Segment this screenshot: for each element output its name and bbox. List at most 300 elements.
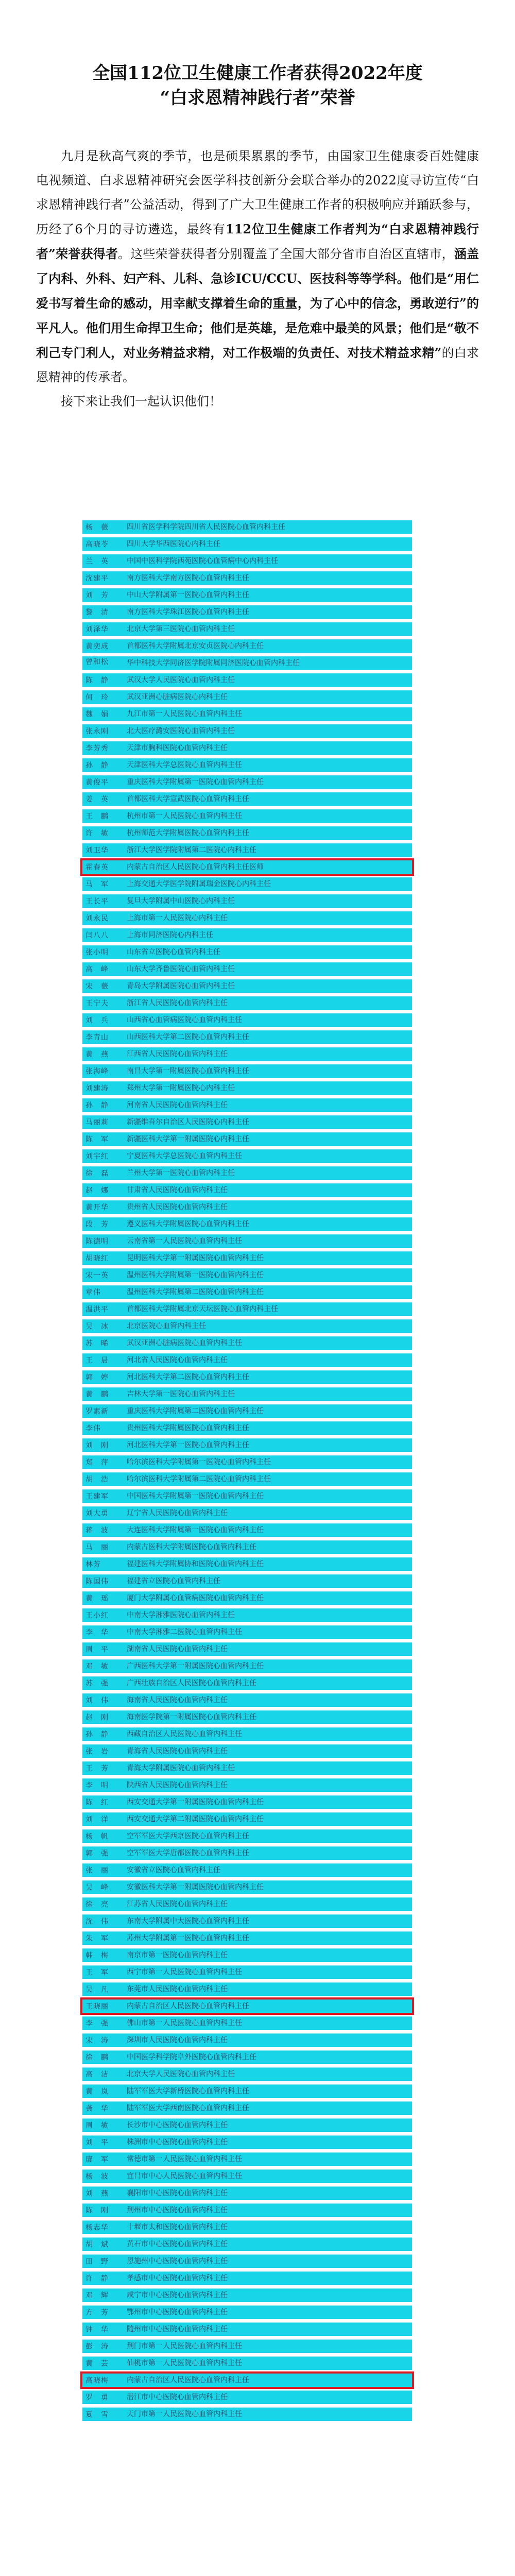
honoree-unit: 华中科技大学同济医学院附属同济医院心血管内科主任 xyxy=(127,659,300,667)
honoree-unit: 东南大学附属中大医院心血管内科主任 xyxy=(127,1917,249,1925)
honoree-name: 吴 凡 xyxy=(85,1986,109,1994)
honoree-unit: 中国医学科学院阜外医院心血管内科主任 xyxy=(127,2053,256,2061)
honoree-name: 黄 瑶 xyxy=(85,1595,109,1603)
honoree-row xyxy=(82,928,412,942)
honoree-row xyxy=(82,1251,412,1265)
honoree-unit: 广西壮族自治区人民医院心血管内科主任 xyxy=(127,1679,256,1687)
honoree-row xyxy=(82,1421,412,1435)
honoree-unit: 青海省人民医院心血管内科主任 xyxy=(127,1747,228,1755)
honoree-name: 黄开华 xyxy=(85,1204,109,1212)
honoree-name: 沈 伟 xyxy=(85,1918,109,1926)
intro-emphasis: 112位卫生健康工作者判为“白求恩精神践行者”荣誉获得者 xyxy=(36,222,479,261)
honoree-row xyxy=(82,1234,412,1248)
honoree-name: 邓 敏 xyxy=(85,1663,109,1671)
honoree-unit: 孝感市中心医院心血管内科主任 xyxy=(127,2274,228,2282)
honoree-name: 廖 军 xyxy=(85,2156,109,2164)
honoree-row xyxy=(82,1489,412,1503)
honoree-unit: 吉林大学第一医院心血管内科主任 xyxy=(127,1390,235,1398)
honoree-row xyxy=(82,2340,412,2353)
intro-text: 的白求恩精神的传承者。 xyxy=(36,346,479,384)
honoree-unit: 四川大学华西医院心内科主任 xyxy=(127,540,220,548)
honoree-unit: 随州市中心医院心血管内科主任 xyxy=(127,2325,228,2333)
honoree-row xyxy=(82,826,412,840)
honoree-name: 胡 斌 xyxy=(85,2241,109,2249)
honoree-row xyxy=(82,2289,412,2302)
honoree-row xyxy=(82,1200,412,1214)
honoree-name: 沈建平 xyxy=(85,574,109,583)
honoree-row xyxy=(82,2153,412,2166)
honoree-row xyxy=(82,1336,412,1350)
honoree-name: 陈国伟 xyxy=(85,1578,109,1586)
honoree-unit: 苏州大学附属第一医院心血管内科主任 xyxy=(127,1934,249,1942)
honoree-row xyxy=(82,2119,412,2132)
honoree-row xyxy=(82,945,412,959)
honoree-unit: 株洲市中心医院心血管内科主任 xyxy=(127,2138,228,2146)
honoree-row xyxy=(82,537,412,551)
honoree-unit: 河北省人民医院心血管内科主任 xyxy=(127,1356,228,1364)
honoree-unit: 重庆医科大学附属第二医院心血管内科主任 xyxy=(127,1407,264,1415)
honoree-name: 吴 冰 xyxy=(85,1323,109,1331)
article-intro xyxy=(36,144,479,414)
honoree-name: 朱 军 xyxy=(85,1935,109,1943)
honoree-name: 宋 薇 xyxy=(85,982,109,991)
honoree-row xyxy=(82,1030,412,1044)
honoree-name: 赵 娜 xyxy=(85,1187,109,1195)
honoree-unit: 南昌大学第一附属医院心血管内科主任 xyxy=(127,1067,249,1075)
honoree-unit: 西藏自治区人民医院心血管内科主任 xyxy=(127,1730,242,1738)
honoree-row xyxy=(82,1319,412,1333)
honoree-unit: 天津市胸科医院心血管内科主任 xyxy=(127,744,228,752)
honoree-row xyxy=(82,1557,412,1571)
honoree-name: 刘卫华 xyxy=(85,846,109,855)
honoree-unit: 佛山市第一人民医院心血管内科主任 xyxy=(127,2019,242,2027)
honoree-name: 霍春英 xyxy=(85,863,109,872)
honoree-row xyxy=(82,2084,412,2098)
honoree-row xyxy=(82,758,412,772)
honoree-name: 魏 娟 xyxy=(85,710,109,719)
honoree-row xyxy=(82,2357,412,2370)
honoree-name: 何 玲 xyxy=(85,693,109,702)
honoree-unit: 北京医院心血管内科主任 xyxy=(127,1322,206,1330)
honoree-unit: 西宁市第一人民医院心血管内科主任 xyxy=(127,1968,242,1976)
honoree-row xyxy=(82,1149,412,1163)
honoree-name: 曾和松 xyxy=(85,658,109,666)
honoree-name: 杨 薇 xyxy=(85,523,109,532)
honoree-row xyxy=(82,1659,412,1673)
honoree-unit: 陕西省人民医院心血管内科主任 xyxy=(127,1781,228,1789)
honoree-unit: 福建省立医院心血管内科主任 xyxy=(127,1577,220,1585)
honoree-name: 黄 燕 xyxy=(85,1050,109,1059)
honoree-unit: 北京大学第三医院心血管内科主任 xyxy=(127,625,235,633)
honoree-name: 刘 伟 xyxy=(85,1697,109,1705)
honoree-name: 李伟 xyxy=(85,1425,101,1433)
honoree-row xyxy=(82,1013,412,1027)
honoree-unit: 四川省医学科学院四川省人民医院心血管内科主任 xyxy=(127,523,285,531)
honoree-row xyxy=(82,962,412,976)
honoree-name: 苏 晞 xyxy=(85,1340,109,1348)
honoree-name: 龚 华 xyxy=(85,2105,109,2113)
honoree-unit: 遵义医科大学附属医院心血管内科主任 xyxy=(127,1220,249,1228)
honoree-row xyxy=(82,673,412,687)
honoree-name: 黄 芸 xyxy=(85,2360,109,2368)
honoree-row xyxy=(82,1676,412,1690)
honoree-unit: 首都医科大学附属北京安贞医院心内科主任 xyxy=(127,642,264,650)
honoree-row xyxy=(82,1863,412,1877)
honoree-name: 黄奕成 xyxy=(85,642,109,651)
honoree-unit: 云南省第一人民医院心血管内科主任 xyxy=(127,1237,242,1245)
honoree-name: 刘泽华 xyxy=(85,625,109,634)
honoree-roster xyxy=(82,520,412,2425)
honoree-unit: 中南大学湘雅医院心血管内科主任 xyxy=(127,1611,235,1619)
honoree-unit: 贵州医科大学附属医院心血管内科主任 xyxy=(127,1424,249,1432)
honoree-row xyxy=(82,1897,412,1911)
honoree-name: 王 芳 xyxy=(85,1765,109,1773)
honoree-unit: 宜昌市中心人民医院心血管内科主任 xyxy=(127,2172,242,2180)
honoree-name: 刘 平 xyxy=(85,2139,109,2147)
honoree-unit: 湖南省人民医院心血管内科主任 xyxy=(127,1645,228,1653)
honoree-unit: 兰州大学第一医院心血管内科主任 xyxy=(127,1169,235,1177)
honoree-unit: 鄂州市中心医院心血管内科主任 xyxy=(127,2308,228,2316)
honoree-unit: 上海市同济医院心内科主任 xyxy=(127,931,213,939)
honoree-unit: 辽宁省人民医院心血管内科主任 xyxy=(127,1509,228,1517)
honoree-row xyxy=(82,996,412,1010)
honoree-name: 刘建涛 xyxy=(85,1084,109,1093)
honoree-unit: 北京大学人民医院心血管内科主任 xyxy=(127,2070,235,2078)
honoree-unit: 空军军医大学西京医院心血管内科主任 xyxy=(127,1832,249,1840)
honoree-name: 张海峰 xyxy=(85,1067,109,1076)
honoree-unit: 中南大学湘雅二医院心血管内科主任 xyxy=(127,1628,242,1636)
honoree-name: 王建军 xyxy=(85,1493,109,1501)
honoree-unit: 南京市第一医院心血管内科主任 xyxy=(127,1951,228,1959)
honoree-name: 张小明 xyxy=(85,948,109,957)
honoree-unit: 新疆维吾尔自治区人民医院心内科主任 xyxy=(127,1118,249,1126)
honoree-name: 杨 波 xyxy=(85,2173,109,2181)
honoree-name: 刘 刚 xyxy=(85,1442,109,1450)
honoree-row xyxy=(82,843,412,857)
honoree-unit: 内蒙古自治区人民医院心血管内科主任 xyxy=(127,2376,249,2384)
honoree-unit: 仙桃市第一人民医院心血管内科主任 xyxy=(127,2359,242,2367)
honoree-row xyxy=(82,1727,412,1741)
honoree-row xyxy=(82,2102,412,2115)
honoree-name: 胡 浩 xyxy=(85,1476,109,1484)
honoree-name: 刘永民 xyxy=(85,914,109,923)
honoree-name: 高 洁 xyxy=(85,2071,109,2079)
honoree-name: 高晓梅 xyxy=(85,2377,109,2385)
honoree-name: 林芳 xyxy=(85,1561,101,1569)
honoree-name: 孙 静 xyxy=(85,1731,109,1739)
honoree-row xyxy=(82,724,412,738)
honoree-name: 赵 刚 xyxy=(85,1714,109,1722)
honoree-name: 兰 英 xyxy=(85,557,109,566)
honoree-row xyxy=(82,1931,412,1945)
honoree-unit: 青岛大学附属医院心血管内科主任 xyxy=(127,982,235,990)
honoree-row xyxy=(82,1574,412,1588)
honoree-row xyxy=(82,741,412,755)
honoree-unit: 山东省立医院心血管内科主任 xyxy=(127,948,220,956)
honoree-row xyxy=(82,1115,412,1129)
honoree-unit: 山西医科大学第二医院心血管内科主任 xyxy=(127,1033,249,1041)
honoree-row xyxy=(82,1710,412,1724)
honoree-row xyxy=(82,707,412,721)
honoree-unit: 中国中医科学院西苑医院心血管病中心内科主任 xyxy=(127,557,278,565)
honoree-name: 温洪平 xyxy=(85,1306,109,1314)
honoree-unit: 江苏省人民医院心血管内科主任 xyxy=(127,1900,228,1908)
honoree-row xyxy=(82,1217,412,1231)
honoree-unit: 哈尔滨医科大学附属第一医院心血管内科主任 xyxy=(127,1458,271,1466)
honoree-row xyxy=(82,1914,412,1928)
honoree-row xyxy=(82,1132,412,1146)
honoree-row xyxy=(82,877,412,891)
honoree-unit: 安徽医科大学第一附属医院心血管内科主任 xyxy=(127,1883,264,1891)
honoree-name: 彭 涛 xyxy=(85,2343,109,2351)
honoree-row xyxy=(82,690,412,704)
honoree-name: 郭 强 xyxy=(85,1850,109,1858)
honoree-row xyxy=(82,1302,412,1316)
honoree-row xyxy=(82,1064,412,1078)
honoree-row xyxy=(82,2016,412,2030)
honoree-row xyxy=(82,1795,412,1809)
honoree-row xyxy=(82,1846,412,1860)
honoree-name: 郑 萍 xyxy=(85,1459,109,1467)
honoree-name: 钟 华 xyxy=(85,2326,109,2334)
honoree-name: 陈 军 xyxy=(85,1136,109,1144)
honoree-unit: 上海市第一人民医院心内科主任 xyxy=(127,914,228,922)
honoree-unit: 甘肃省人民医院心血管内科主任 xyxy=(127,1186,228,1194)
honoree-unit: 新疆医科大学第一附属医院心内科主任 xyxy=(127,1135,249,1143)
honoree-unit: 首都医科大学宣武医院心血管内科主任 xyxy=(127,795,249,803)
honoree-name: 闫八八 xyxy=(85,931,109,940)
honoree-name: 孙 静 xyxy=(85,1101,109,1110)
honoree-unit: 贵州省人民医院心血管内科主任 xyxy=(127,1203,228,1211)
honoree-row xyxy=(82,2238,412,2251)
honoree-name: 马 丽 xyxy=(85,1544,109,1552)
honoree-row xyxy=(82,792,412,806)
honoree-name: 李青山 xyxy=(85,1033,109,1042)
honoree-row xyxy=(82,1098,412,1112)
honoree-row-highlighted xyxy=(82,2374,412,2387)
honoree-name: 许 静 xyxy=(85,2275,109,2283)
honoree-unit: 陆军军医大学新桥医院心血管内科主任 xyxy=(127,2087,249,2095)
honoree-name: 黄 岚 xyxy=(85,2088,109,2096)
honoree-name: 陈德明 xyxy=(85,1238,109,1246)
honoree-unit: 天津医科大学总医院心血管内科主任 xyxy=(127,761,242,769)
honoree-row xyxy=(82,1982,412,1996)
honoree-name: 刘 兵 xyxy=(85,1016,109,1025)
honoree-name: 田 野 xyxy=(85,2258,109,2266)
honoree-unit: 福建医科大学附属协和医院心血管内科主任 xyxy=(127,1560,264,1568)
honoree-name: 段 芳 xyxy=(85,1221,109,1229)
honoree-row xyxy=(82,1744,412,1758)
honoree-row xyxy=(82,809,412,823)
honoree-row xyxy=(82,2408,412,2421)
honoree-unit: 海南省人民医院心血管内科主任 xyxy=(127,1696,228,1704)
honoree-name: 杨 帆 xyxy=(85,1833,109,1841)
honoree-name: 王 晨 xyxy=(85,1357,109,1365)
honoree-row xyxy=(82,2306,412,2319)
honoree-name: 徐 亮 xyxy=(85,1901,109,1909)
honoree-row xyxy=(82,2204,412,2217)
honoree-name: 王宁夫 xyxy=(85,999,109,1008)
intro-emphasis: 涵盖了内科、外科、妇产科、儿科、急诊ICU/CCU、医技科等等学科。他们是“用仁爱书写着生命的感动，用幸献支撑着生命的重量，为了心中的信念，勇敢逆行”的平凡人。他们用生命捍卫生命；他们是英雄，是危难中最美的风景；他们是“敬不利己专门利人，对业务精益求精，对工作极端的负责任、对技术精益求精” xyxy=(36,246,479,360)
honoree-name: 黄 鹏 xyxy=(85,1391,109,1399)
honoree-unit: 山东大学齐鲁医院心血管内科主任 xyxy=(127,965,235,973)
honoree-unit: 咸宁市中心医院心血管内科主任 xyxy=(127,2291,228,2299)
honoree-row xyxy=(82,1540,412,1554)
honoree-name: 马 军 xyxy=(85,880,109,889)
honoree-unit: 厦门大学附属心血管病医院心血管内科主任 xyxy=(127,1594,264,1602)
intro-text: 接下来让我们一起认识他们！ xyxy=(61,394,221,409)
honoree-unit: 陆军军医大学西南医院心血管内科主任 xyxy=(127,2104,249,2112)
honoree-row xyxy=(82,1523,412,1537)
honoree-row xyxy=(82,656,412,670)
honoree-unit: 安徽省立医院心血管内科主任 xyxy=(127,1866,220,1874)
honoree-name: 郭 婷 xyxy=(85,1374,109,1382)
honoree-unit: 深圳市人民医院心血管内科主任 xyxy=(127,2036,228,2044)
honoree-name: 李 强 xyxy=(85,2020,109,2028)
honoree-unit: 河南省人民医院心血管内科主任 xyxy=(127,1101,228,1109)
honoree-name: 李 明 xyxy=(85,1782,109,1790)
honoree-name: 周 平 xyxy=(85,1646,109,1654)
honoree-name: 黎 清 xyxy=(85,608,109,617)
honoree-name: 罗 勇 xyxy=(85,2394,109,2402)
honoree-row xyxy=(82,588,412,602)
honoree-unit: 中国医科大学附属第一医院心血管内科主任 xyxy=(127,1492,264,1500)
honoree-name: 高 峰 xyxy=(85,965,109,974)
honoree-unit: 郑州大学第一附属医院心内科主任 xyxy=(127,1084,235,1092)
honoree-row xyxy=(82,911,412,925)
honoree-name: 王 鹏 xyxy=(85,812,109,821)
honoree-row xyxy=(82,554,412,568)
honoree-unit: 武汉大学人民医院心血管内科主任 xyxy=(127,676,235,684)
honoree-row xyxy=(82,1693,412,1707)
honoree-row xyxy=(82,605,412,619)
article-title-line-1: 全国112位卫生健康工作者获得2022年度 xyxy=(92,63,423,83)
honoree-row xyxy=(82,1608,412,1622)
honoree-unit: 海南医学院第一附属医院心血管内科主任 xyxy=(127,1713,256,1721)
honoree-unit: 十堰市太和医院心血管内科主任 xyxy=(127,2223,228,2231)
honoree-unit: 内蒙古自治区人民医院心血管内科主任医师 xyxy=(127,863,264,871)
intro-paragraph xyxy=(36,144,479,389)
honoree-name: 陈 静 xyxy=(85,676,109,685)
honoree-name: 姜 英 xyxy=(85,795,109,804)
honoree-name: 章伟 xyxy=(85,1289,101,1297)
honoree-unit: 浙江大学医学院附属第二医院心内科主任 xyxy=(127,846,256,854)
honoree-unit: 大连医科大学附属第一医院心血管内科主任 xyxy=(127,1526,264,1534)
honoree-row xyxy=(82,2187,412,2200)
honoree-name: 马丽莉 xyxy=(85,1118,109,1127)
honoree-row xyxy=(82,1472,412,1486)
honoree-name: 孙 静 xyxy=(85,761,109,770)
honoree-row xyxy=(82,1268,412,1282)
honoree-row xyxy=(82,979,412,993)
honoree-name: 李 华 xyxy=(85,1629,109,1637)
honoree-name: 刘 燕 xyxy=(85,2190,109,2198)
honoree-name: 刘 洋 xyxy=(85,1816,109,1824)
honoree-name: 王小红 xyxy=(85,1612,109,1620)
honoree-name: 周 敏 xyxy=(85,2122,109,2130)
honoree-unit: 黄石市中心医院心血管内科主任 xyxy=(127,2240,228,2248)
intro-paragraph xyxy=(36,389,479,414)
honoree-name: 罗素新 xyxy=(85,1408,109,1416)
honoree-row xyxy=(82,1625,412,1639)
honoree-unit: 杭州市第一人民医院心血管内科主任 xyxy=(127,812,242,820)
honoree-name: 邓 辉 xyxy=(85,2292,109,2300)
honoree-name: 宋 涛 xyxy=(85,2037,109,2045)
honoree-row xyxy=(82,1829,412,1843)
article-title xyxy=(31,61,484,110)
honoree-row xyxy=(82,2067,412,2081)
honoree-row xyxy=(82,2221,412,2234)
honoree-row xyxy=(82,1285,412,1299)
honoree-row xyxy=(82,1778,412,1792)
honoree-row xyxy=(82,2050,412,2064)
honoree-name: 王长平 xyxy=(85,897,109,906)
honoree-unit: 长沙市中心医院心血管内科主任 xyxy=(127,2121,228,2129)
honoree-unit: 北大医疗潞安医院心血管内科主任 xyxy=(127,727,235,735)
honoree-unit: 昆明医科大学第一附属医院心血管内科主任 xyxy=(127,1254,264,1262)
honoree-row xyxy=(82,2033,412,2047)
honoree-row xyxy=(82,1370,412,1384)
honoree-row xyxy=(82,1353,412,1367)
honoree-unit: 内蒙古自治区人民医院心血管内科主任 xyxy=(127,2002,249,2010)
honoree-name: 许 敏 xyxy=(85,829,109,838)
honoree-row xyxy=(82,1948,412,1962)
honoree-row xyxy=(82,2136,412,2149)
honoree-row xyxy=(82,1642,412,1656)
honoree-unit: 恩施州中心医院心血管内科主任 xyxy=(127,2257,228,2265)
honoree-row-highlighted xyxy=(82,1999,412,2013)
honoree-row xyxy=(82,894,412,908)
honoree-unit: 杭州师范大学附属医院心血管内科主任 xyxy=(127,829,249,837)
honoree-unit: 内蒙古医科大学附属医院心血管内科主任 xyxy=(127,1543,256,1551)
honoree-row xyxy=(82,1591,412,1605)
honoree-name: 王晓丽 xyxy=(85,2003,109,2011)
honoree-unit: 武汉亚洲心脏病医院心血管内科主任 xyxy=(127,1339,242,1347)
honoree-unit: 重庆医科大学附属第一医院心血管内科主任 xyxy=(127,778,264,786)
honoree-name: 刘宇红 xyxy=(85,1153,109,1161)
honoree-unit: 南方医科大学珠江医院心血管内科主任 xyxy=(127,608,249,616)
honoree-unit: 九江市第一人民医院心血管内科主任 xyxy=(127,710,242,718)
honoree-row xyxy=(82,1812,412,1826)
honoree-name: 高晓苓 xyxy=(85,540,109,549)
honoree-row-highlighted xyxy=(82,860,412,874)
honoree-unit: 宁夏医科大学总医院心血管内科主任 xyxy=(127,1152,242,1160)
honoree-unit: 襄阳市中心医院心血管内科主任 xyxy=(127,2189,228,2197)
honoree-unit: 东莞市人民医院心血管内科主任 xyxy=(127,1985,228,1993)
honoree-name: 刘大勇 xyxy=(85,1510,109,1518)
intro-text: 。这些荣誉获得者分别覆盖了全国大部分省市自治区直辖市， xyxy=(118,247,454,261)
honoree-unit: 河北医科大学第二医院心血管内科主任 xyxy=(127,1373,249,1381)
honoree-row xyxy=(82,2255,412,2268)
honoree-row xyxy=(82,1761,412,1775)
honoree-name: 张 丽 xyxy=(85,1867,109,1875)
honoree-unit: 空军军医大学唐都医院心血管内科主任 xyxy=(127,1849,249,1857)
honoree-row xyxy=(82,622,412,636)
honoree-unit: 温州医科大学附属第一医院心血管内科主任 xyxy=(127,1271,264,1279)
honoree-unit: 首都医科大学附属北京天坛医院心血管内科主任 xyxy=(127,1305,278,1313)
honoree-row xyxy=(82,1438,412,1452)
honoree-row xyxy=(82,1081,412,1095)
honoree-name: 夏 雪 xyxy=(85,2411,109,2419)
honoree-unit: 江西省人民医院心血管内科主任 xyxy=(127,1050,228,1058)
honoree-name: 黄俊平 xyxy=(85,778,109,787)
honoree-unit: 浙江省人民医院心血管内科主任 xyxy=(127,999,228,1007)
honoree-name: 韩 梅 xyxy=(85,1952,109,1960)
honoree-row xyxy=(82,639,412,653)
honoree-row xyxy=(82,520,412,534)
honoree-name: 苏 强 xyxy=(85,1680,109,1688)
honoree-unit: 荆门市第一人民医院心血管内科主任 xyxy=(127,2342,242,2350)
